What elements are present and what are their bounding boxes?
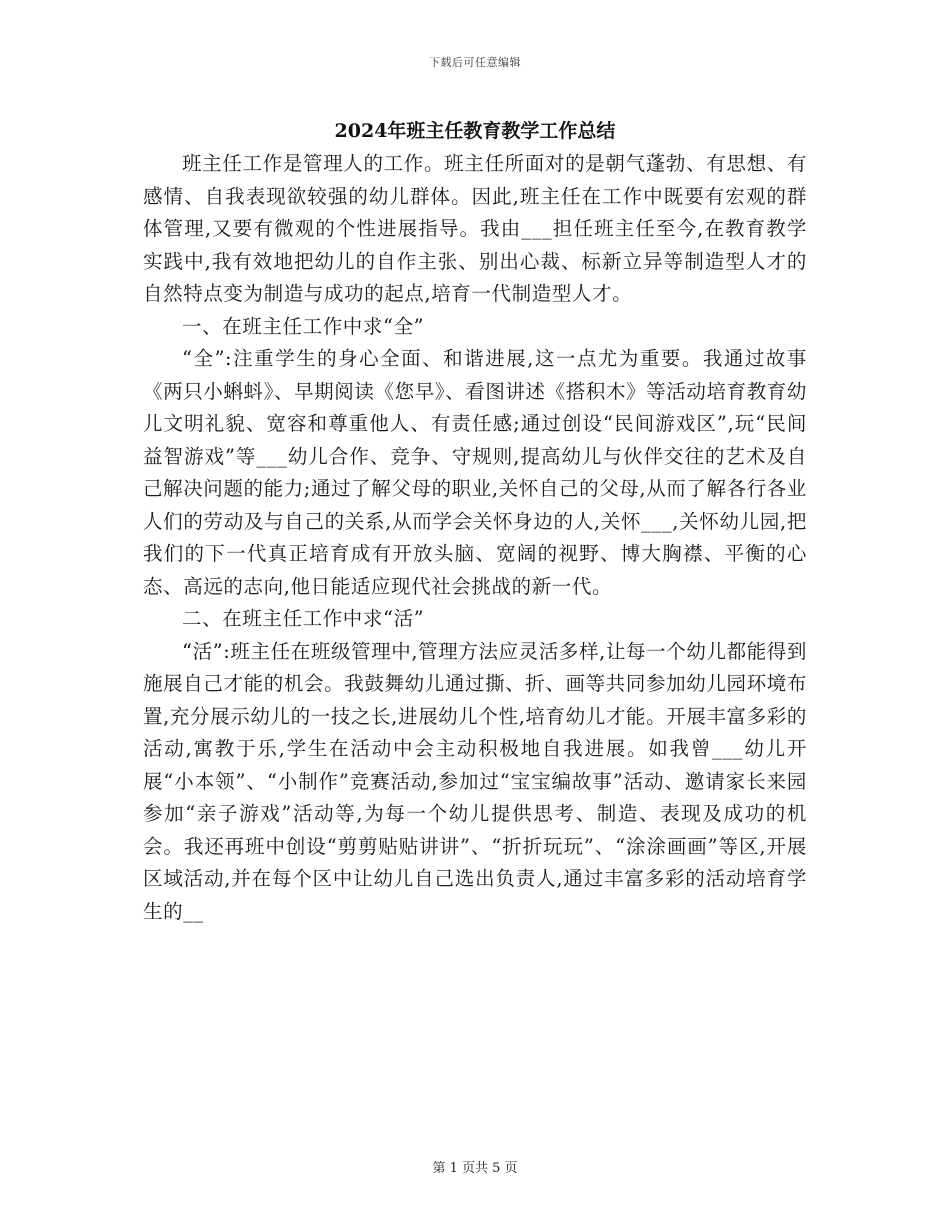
section-1-paragraph: “全”:注重学生的身心全面、和谐进展,这一点尤为重要。我通过故事《两只小蝌蚪》、早期阅读《您早》、看图讲述《搭积木》等活动培育教育幼儿文明礼貌、宽容和尊重他人、有责任感;通过创设“民间游戏区”,玩“民间益智游戏”等___幼儿合作、竞争、守规则,提高幼儿与伙伴交往的艺术及自己解决问题的能力;通过了解父母的职业,关怀自己的父母,从而了解各行各业人们的劳动及与自己的关系,从而学会关怀身边的人,关怀___,关怀幼儿园,把我们的下一代真正培育成有开放头脑、宽阔的视野、博大胸襟、平衡的心态、高远的志向,他日能适应现代社会挑战的新一代。 — [143, 347, 807, 598]
header-note: 下载后可任意编辑 — [429, 56, 521, 69]
page-footer: 第 1 页共 5 页 — [432, 1161, 518, 1176]
intro-paragraph: 班主任工作是管理人的工作。班主任所面对的是朝气蓬勃、有思想、有感情、自我表现欲较强的幼儿群体。因此,班主任在工作中既要有宏观的群体管理,又要有微观的个性进展指导。我由___担任班主任至今,在教育教学实践中,我有效地把幼儿的自作主张、别出心裁、标新立异等制造型人才的自然特点变为制造与成功的起点,培育一代制造型人才。 — [143, 152, 807, 305]
document-title: 2024年班主任教育教学工作总结 — [334, 120, 616, 142]
section-heading-1: 一、在班主任工作中求“全” — [182, 314, 425, 338]
section-heading-2: 二、在班主任工作中求“活” — [182, 607, 425, 630]
section-2-paragraph: “活”:班主任在班级管理中,管理方法应灵活多样,让每一个幼儿都能得到施展自己才能的机会。我鼓舞幼儿通过撕、折、画等共同参加幼儿园环境布置,充分展示幼儿的一技之长,进展幼儿个性,培育幼儿才能。开展丰富多彩的活动,寓教于乐,学生在活动中会主动积极地自我进展。如我曾___幼儿开展“小本领”、“小制作”竞赛活动,参加过“宝宝编故事”活动、邀请家长来园参加“亲子游戏”活动等,为每一个幼儿提供思考、制造、表现及成功的机会。我还再班中创设“剪剪贴贴讲讲”、“折折玩玩”、“涂涂画画”等区,开展区域活动,并在每个区中让幼儿自己选出负责人,通过丰富多彩的活动培育学生的__ — [143, 639, 807, 923]
document-body — [143, 148, 807, 928]
